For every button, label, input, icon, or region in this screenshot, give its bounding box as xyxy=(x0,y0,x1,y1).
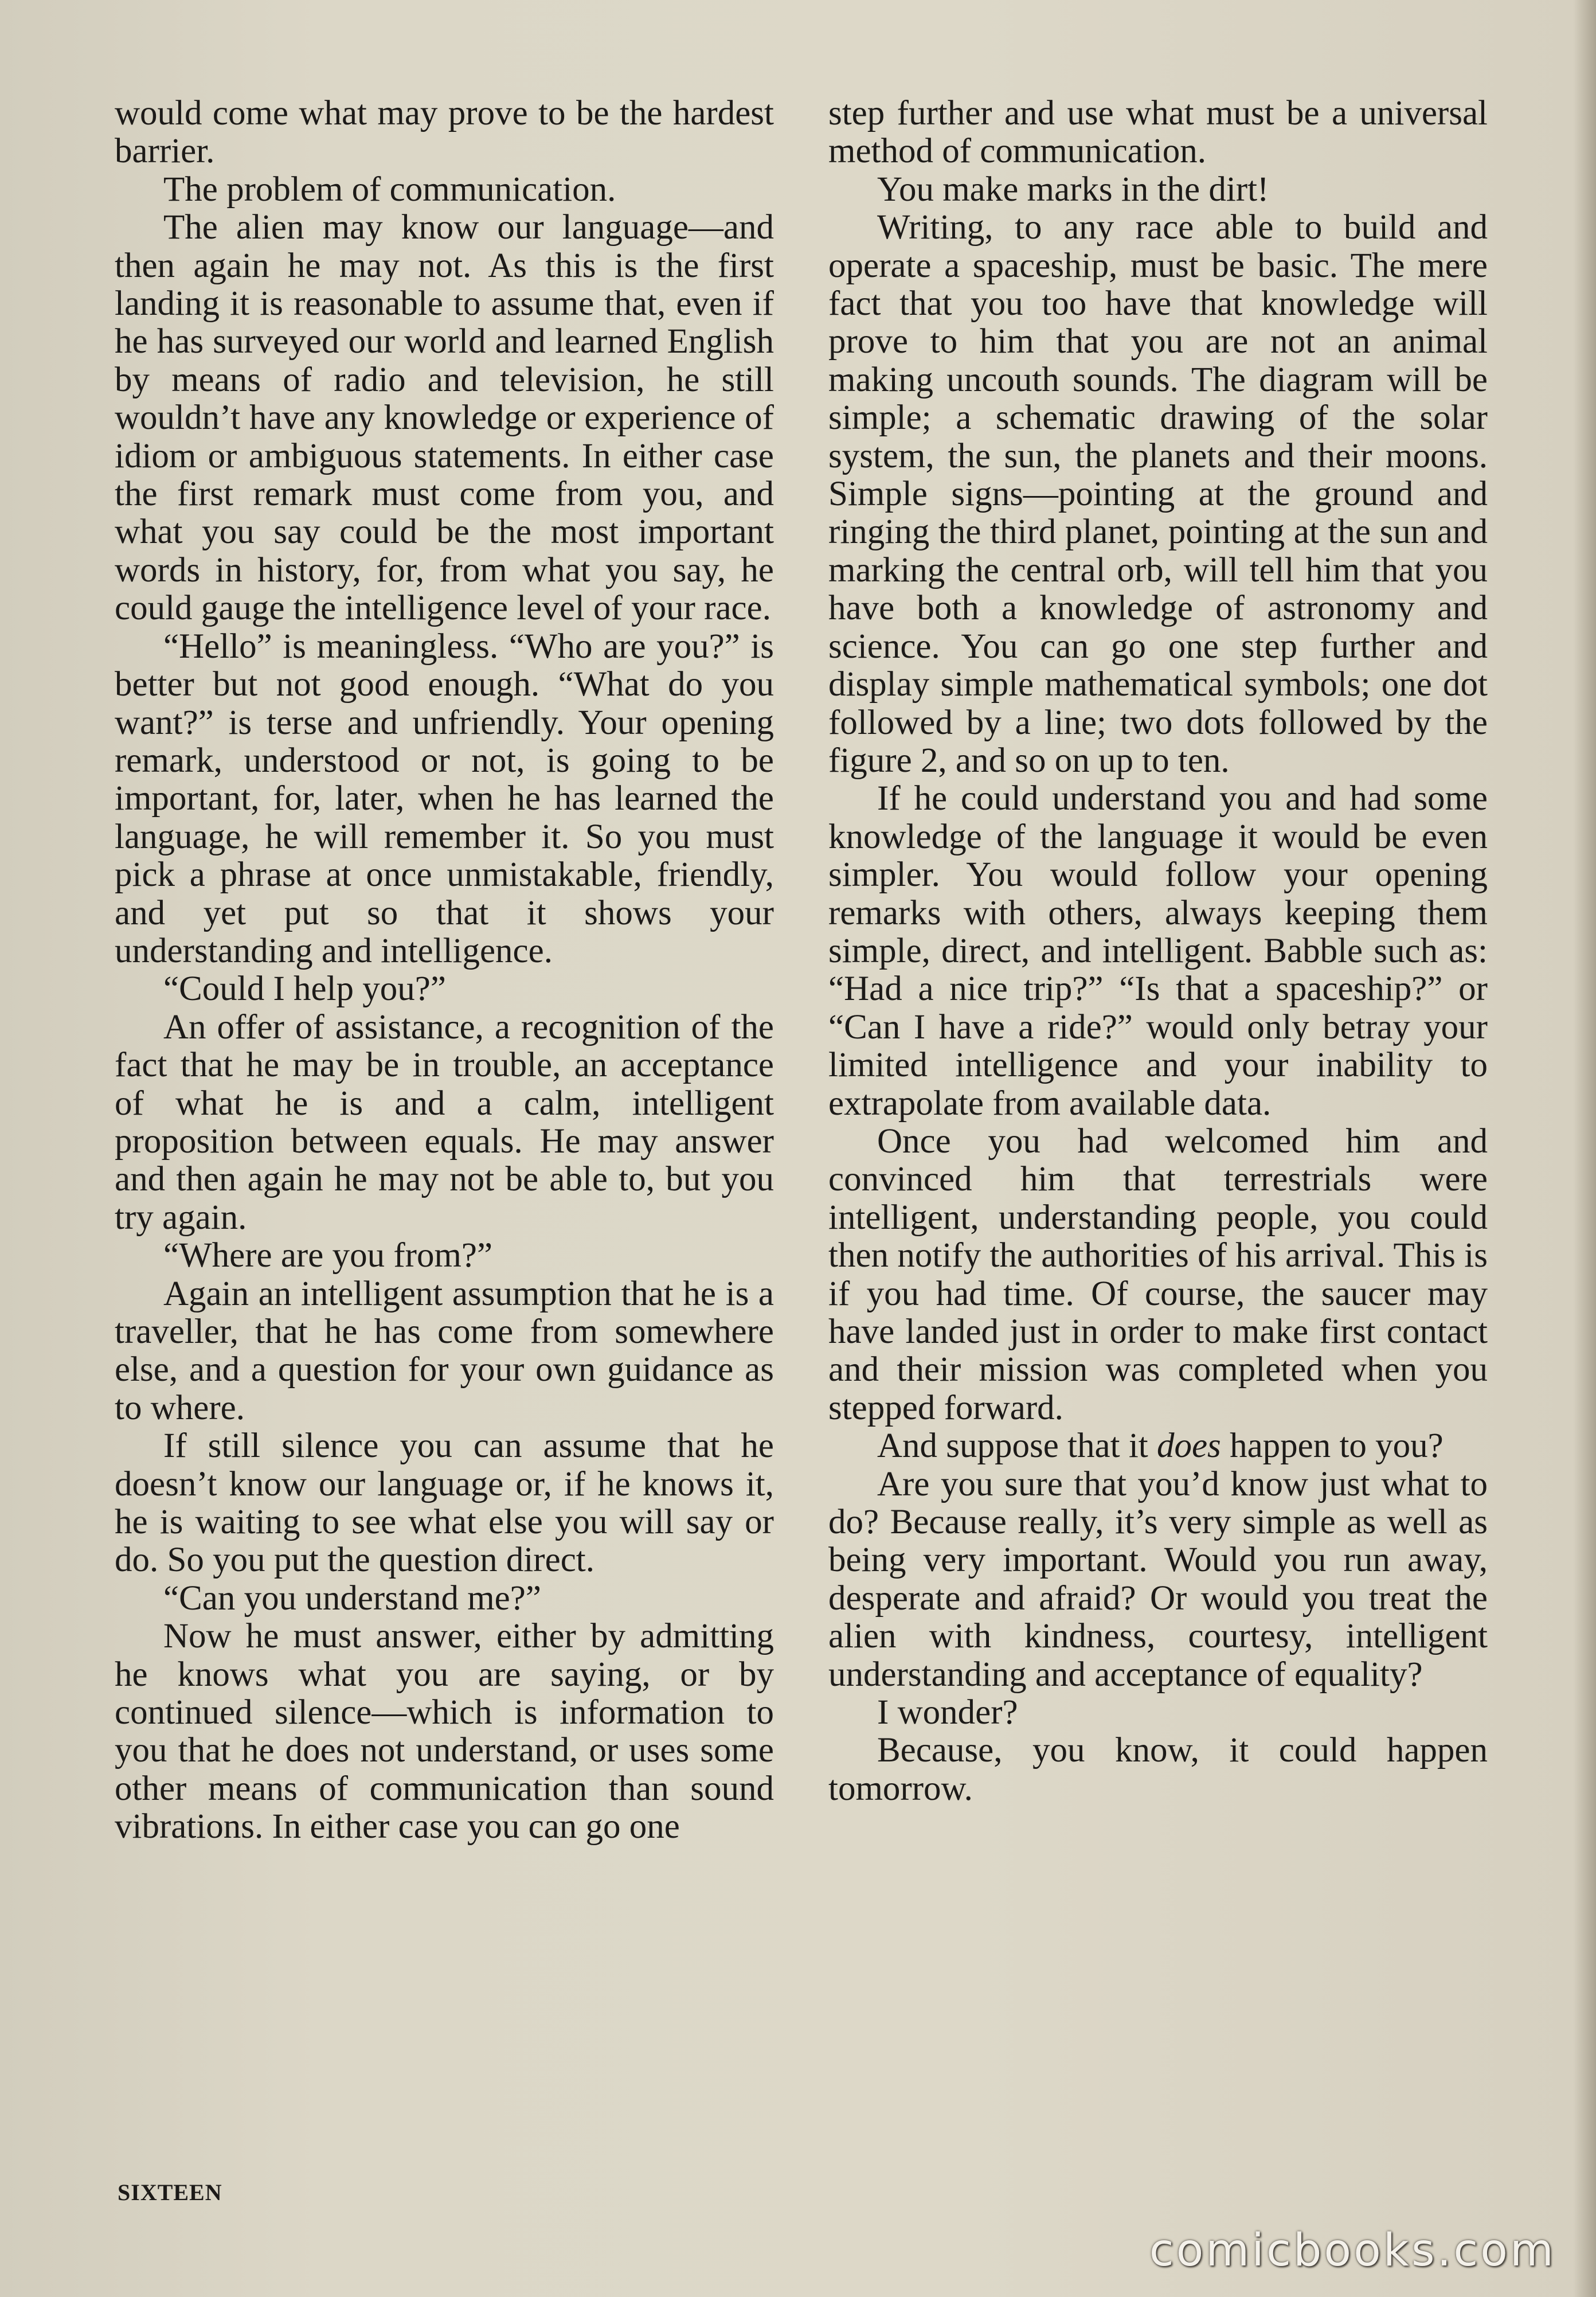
page-number: SIXTEEN xyxy=(118,2179,222,2205)
paragraph: Writing, to any race able to build and operate a spaceship, must be basic. The mere fact that you too have that knowledge will prove to him that you are not an animal making uncouth sounds. The diagram will be simple; a schematic drawing of the solar system, the sun, the planets and their moons. Simple signs—pointing at the ground and ringing the third planet, pointing at the sun and marking the central orb, will tell him that you have both a knowledge of astronomy and science. You can go one step further and display simple mathematical symbols; one dot followed by a line; two dots followed by the figure 2, and so on up to ten. xyxy=(828,208,1488,780)
suppose-emphasis: does xyxy=(1156,1427,1221,1466)
left-column xyxy=(115,95,774,1846)
paragraph: The problem of communication. xyxy=(163,170,616,209)
watermark: comicbooks.com xyxy=(1149,2225,1556,2276)
paragraph: “Hello” is meaningless. “Who are you?” is better but not good enough. “What do you want?” is terse and unfriendly. Your opening remark, understood or not, is going to be important, for, later, when he has learned the language, he will remember it. So you must pick a phrase at once unmistakable, friendly, and yet put so that it shows your understanding and intelligence. xyxy=(115,627,774,970)
paragraph: Because, you know, it could happen tomorrow. xyxy=(828,1731,1488,1808)
page-edge-shadow xyxy=(1573,0,1596,2297)
paragraph: Again an intelligent assumption that he is a traveller, that he has come from somewhere else, and a question for your own guidance as to where. xyxy=(115,1274,774,1427)
paragraph: Are you sure that you’d know just what to do? Because really, it’s very simple as well as being very important. Would you run away, desperate and afraid? Or would you treat the alien with kindness, courtesy, intelligent understanding and acceptance of equality? xyxy=(828,1464,1488,1694)
paragraph-suppose xyxy=(828,1427,1488,1465)
paragraph: Once you had welcomed him and convinced him that terrestrials were intelligent, understanding people, you could then notify the authorities of his arrival. This is if you had time. Of course, the saucer may have landed just in order to make first contact and their mission was completed when you stepped forward. xyxy=(828,1122,1488,1427)
right-column xyxy=(828,95,1488,1808)
paragraph: “Could I help you?” xyxy=(163,970,446,1009)
paragraph: step further and use what must be a universal method of communication. xyxy=(828,94,1488,171)
paragraph: If still silence you can assume that he doesn’t know our language or, if he knows it, he is waiting to see what else you will say or do. So you put the question direct. xyxy=(115,1427,774,1580)
paragraph: You make marks in the dirt! xyxy=(877,170,1269,209)
paragraph: “Can you understand me?” xyxy=(163,1579,541,1618)
suppose-after: happen to you? xyxy=(1221,1427,1444,1466)
paragraph: I wonder? xyxy=(877,1693,1018,1732)
paragraph: Now he must answer, either by admitting he knows what you are saying, or by continued silence—which is information to you that he does not understand, or uses some other means of communication than sound vibrations. In either case you can go one xyxy=(115,1617,774,1846)
paragraph: would come what may prove to be the hardest barrier. xyxy=(115,94,774,171)
paragraph: The alien may know our language—and then again he may not. As this is the first landing it is reasonable to assume that, even if he has surveyed our world and learned English by means of radio and television, he still wouldn’t have any knowledge or experience of idiom or ambiguous statements. In either case the first remark must come from you, and what you say could be the most important words in history, for, from what you say, he could gauge the intelligence level of your race. xyxy=(115,208,774,628)
suppose-before: And suppose that it xyxy=(877,1427,1157,1466)
paragraph: An offer of assistance, a recognition of the fact that he may be in trouble, an acceptance of what he is and a calm, intelligent proposition between equals. He may answer and then again he may not be able to, but you try again. xyxy=(115,1007,774,1237)
paragraph: If he could understand you and had some knowledge of the language it would be even simpler. You would follow your opening remarks with others, always keeping them simple, direct, and intelligent. Babble such as: “Had a nice trip?” “Is that a spaceship?” or “Can I have a ride?” would only betray your limited intelligence and your inability to extrapolate from available data. xyxy=(828,779,1488,1123)
paragraph: “Where are you from?” xyxy=(163,1236,493,1275)
